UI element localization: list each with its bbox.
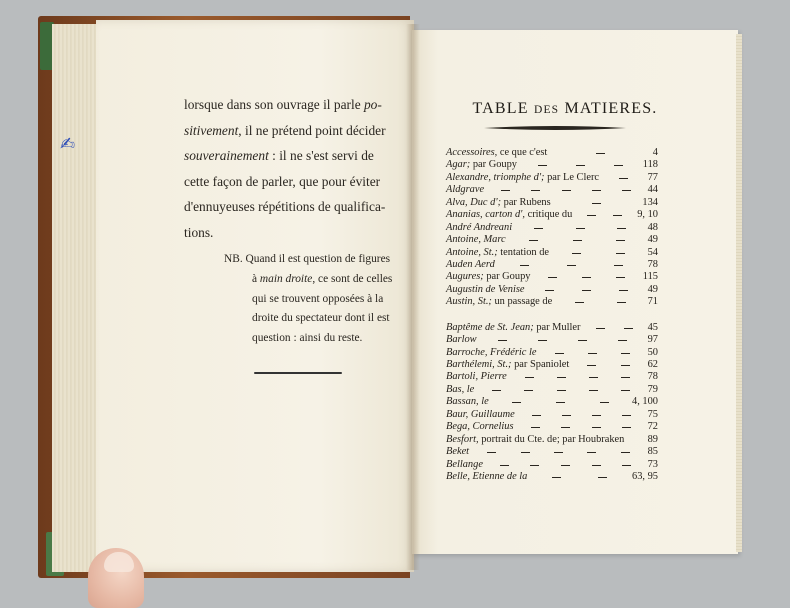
toc-leader-dash: [521, 452, 530, 453]
toc-entry: [446, 247, 658, 259]
toc-leader-dash: [548, 277, 557, 278]
toc-leader-dash: [621, 377, 630, 378]
toc-leader-dash: [487, 452, 496, 453]
toc-leader-dash: [556, 402, 565, 403]
toc-entry-label: [446, 434, 624, 446]
toc-entry: [446, 322, 658, 334]
toc-entry: [446, 209, 658, 221]
paragraph-line: cette façon de parler, que pour éviter: [184, 173, 381, 189]
toc-leader-dash: [534, 228, 543, 229]
paragraph-line: souverainement : il ne s'est servi de: [184, 148, 374, 164]
toc-entry-label: [446, 234, 506, 246]
toc-entry-page: 78: [647, 258, 658, 270]
note-line: qui se trouvent opposées à la: [252, 292, 384, 305]
toc-leader-dash: [616, 240, 625, 241]
toc-title-main: TABLE: [472, 100, 529, 117]
toc-entry-label: [446, 471, 527, 483]
toc-entry-label: [446, 459, 483, 471]
toc-entry-name: Besfort,: [446, 433, 479, 445]
toc-entry-detail: portrait du Cte. de; par Houbraken: [478, 433, 625, 445]
toc-entry-label: [446, 359, 569, 371]
toc-leader-dash: [557, 377, 566, 378]
toc-entry-name: Bas, le: [446, 383, 475, 395]
toc-entry-page: 4: [652, 147, 658, 158]
toc-leader-dash: [588, 353, 597, 354]
toc-entry: [446, 222, 658, 234]
toc-leader-dash: [616, 253, 625, 254]
toc-entry-label: [446, 159, 517, 171]
toc-entry-page: 115: [642, 271, 658, 283]
toc-entry-name: Belle, Etienne de la: [446, 470, 528, 482]
toc-leader-dash: [578, 340, 587, 341]
toc-leader-dash: [545, 290, 554, 291]
toc-entry: [446, 446, 658, 458]
toc-entry-name: Barroche, Frédéric le: [446, 346, 537, 358]
toc-entry-page: 44: [647, 184, 658, 196]
toc-entry-label: [446, 396, 489, 408]
toc-entry-name: Antoine, St.;: [446, 246, 498, 258]
thumbnail: [104, 552, 134, 572]
toc-entry-name: Ananias, carton d',: [446, 209, 525, 221]
toc-leader-dash: [529, 240, 538, 241]
toc-entry-label: [446, 347, 537, 359]
toc-leader-dash: [492, 390, 501, 391]
toc-entry-page: 85: [647, 446, 658, 458]
toc-entry-page: 134: [642, 196, 658, 208]
toc-leader-dash: [622, 415, 631, 416]
toc-leader-dash: [576, 228, 585, 229]
toc-entry-name: Antoine, Marc: [446, 234, 506, 246]
toc-title-end: MATIERES.: [564, 100, 658, 117]
toc-leader-dash: [622, 190, 631, 191]
toc-entry-detail: par Spaniolet: [511, 359, 570, 370]
toc-leader-dash: [552, 477, 561, 478]
toc-leader-dash: [592, 203, 601, 204]
toc-entry-name: Baur, Guillaume: [446, 408, 515, 420]
toc-leader-dash: [538, 340, 547, 341]
toc-entry-page: 89: [647, 433, 658, 445]
toc-entry: [446, 296, 658, 308]
toc-leader-dash: [616, 277, 625, 278]
left-page-note: [224, 250, 410, 349]
right-page-edge: [736, 34, 742, 552]
toc-entry-label: [446, 334, 477, 346]
toc-entry-name: André Andreani: [446, 221, 513, 233]
toc-entry-label: [446, 271, 530, 283]
toc-entry-page: 71: [647, 296, 658, 308]
toc-entry-label: [446, 147, 547, 159]
toc-leader-dash: [600, 402, 609, 403]
toc-ornament-rule: [484, 125, 626, 131]
toc-entry-detail: un passage de: [491, 296, 553, 308]
toc-entry-page: 48: [647, 221, 658, 233]
toc-entry-name: Bega, Cornelius: [446, 421, 514, 433]
toc-leader-dash: [582, 277, 591, 278]
toc-entry-detail: par Goupy: [470, 159, 517, 171]
toc-entry-name: Alva, Duc d';: [446, 196, 502, 208]
toc-leader-dash: [572, 253, 581, 254]
toc-entry-page: 54: [647, 246, 658, 258]
toc-leader-dash: [624, 328, 633, 329]
toc-leader-dash: [555, 353, 564, 354]
toc-entry: [446, 459, 658, 471]
toc-entry-page: 62: [647, 359, 658, 370]
toc-leader-dash: [530, 465, 539, 466]
toc-leader-dash: [501, 190, 510, 191]
toc-entry: [446, 172, 658, 184]
toc-entry-page: 77: [647, 171, 658, 183]
toc-entry-page: 97: [647, 334, 658, 346]
toc-leader-dash: [621, 452, 630, 453]
toc-entry: [446, 159, 658, 171]
toc-entry-name: Bassan, le: [446, 396, 489, 408]
toc-entry-name: Barthélemi, St.;: [446, 359, 512, 370]
left-page-rule: [254, 372, 342, 374]
toc-entry-name: Accessoires,: [446, 147, 498, 158]
toc-entry-label: [446, 384, 474, 396]
toc-leader-dash: [592, 465, 601, 466]
toc-entry-label: [446, 409, 515, 421]
toc-entry: [446, 396, 658, 408]
toc-leader-dash: [524, 390, 533, 391]
toc-leader-dash: [589, 390, 598, 391]
page-stack-edge: [52, 24, 100, 572]
toc-entry-label: [446, 322, 580, 334]
note-line: NB. Quand il est question de figures: [224, 253, 391, 265]
toc-entry: [446, 259, 658, 271]
toc-entry-page: 49: [647, 234, 658, 246]
toc-leader-dash: [520, 265, 529, 266]
toc-title-small: DES: [533, 104, 560, 116]
toc-entry-name: Beket: [446, 446, 470, 458]
toc-leader-dash: [592, 415, 601, 416]
paragraph-line: lorsque dans son ouvrage il parle po-: [184, 97, 382, 112]
toc-entry: [446, 371, 658, 383]
toc-entry-detail: ce que c'est: [497, 147, 548, 158]
toc-entry-name: Alexandre, triomphe d';: [446, 171, 545, 183]
toc-leader-dash: [617, 302, 626, 303]
toc-leader-dash: [531, 190, 540, 191]
toc-leader-dash: [596, 153, 605, 154]
toc-leader-dash: [589, 377, 598, 378]
toc-leader-dash: [554, 452, 563, 453]
toc-entry-detail: par Goupy: [483, 271, 531, 283]
paragraph-line: d'ennuyeuses répétitions de qualifica-: [184, 199, 386, 215]
toc-leader-dash: [587, 452, 596, 453]
toc-leader-dash: [538, 165, 547, 166]
toc-leader-dash: [621, 390, 630, 391]
toc-leader-dash: [557, 390, 566, 391]
toc-entry-page: 45: [647, 321, 658, 333]
toc-leader-dash: [621, 353, 630, 354]
toc-entry: [446, 421, 658, 433]
toc-entry-label: [446, 446, 469, 458]
toc-leader-dash: [582, 290, 591, 291]
toc-leader-dash: [619, 290, 628, 291]
toc-entry: [446, 234, 658, 246]
toc-leader-dash: [614, 265, 623, 266]
toc-entry: [446, 384, 658, 396]
left-page-paragraph: [184, 92, 404, 246]
toc-leader-dash: [531, 427, 540, 428]
toc-entry-name: Augustin de Venise: [446, 283, 525, 295]
toc-entry-page: 73: [647, 458, 658, 470]
toc-entry-detail: critique du: [525, 209, 573, 221]
toc-entry-detail: par Rubens: [501, 196, 551, 208]
toc-leader-dash: [614, 165, 623, 166]
toc-entry: [446, 147, 658, 159]
toc-entry-name: Austin, St.;: [446, 296, 492, 308]
toc-entry-label: [446, 247, 549, 259]
toc-entry-name: Augures;: [446, 271, 484, 283]
toc-title: [420, 100, 710, 118]
toc-leader-dash: [512, 402, 521, 403]
toc-leader-dash: [618, 340, 627, 341]
toc-leader-dash: [562, 415, 571, 416]
toc-entry: [446, 284, 658, 296]
toc-entry: [446, 334, 658, 346]
toc-leader-dash: [575, 302, 584, 303]
toc-entry: [446, 197, 658, 209]
toc-entry-name: Bellange: [446, 458, 483, 470]
toc-entry-page: 118: [642, 159, 658, 171]
toc-leader-dash: [592, 190, 601, 191]
toc-leader-dash: [587, 365, 596, 366]
toc-leader-dash: [561, 427, 570, 428]
toc-entry: [446, 184, 658, 196]
toc-leader-dash: [596, 328, 605, 329]
toc-entry-name: Baptême de St. Jean;: [446, 321, 534, 333]
toc-entry-label: [446, 209, 572, 221]
toc-entry-name: Bartoli, Pierre: [446, 371, 507, 383]
toc-entry-page: 63, 95: [632, 470, 658, 482]
toc-entry-name: Agar;: [446, 159, 471, 171]
toc-leader-dash: [613, 215, 622, 216]
toc-leader-dash: [622, 427, 631, 428]
toc-leader-dash: [617, 228, 626, 229]
toc-entry-page: 9, 10: [637, 209, 658, 221]
toc-entry-label: [446, 284, 525, 296]
toc-leader-dash: [532, 415, 541, 416]
note-line: à main droite, ce sont de celles: [252, 272, 393, 285]
toc-entry: [446, 434, 658, 446]
toc-leader-dash: [561, 465, 570, 466]
toc-leader-dash: [598, 477, 607, 478]
toc-leader-dash: [498, 340, 507, 341]
toc-leader-dash: [525, 377, 534, 378]
toc-entry-page: 79: [647, 383, 658, 395]
toc-entry-page: 78: [647, 371, 658, 383]
toc-entry-page: 72: [647, 421, 658, 433]
toc-entry-page: 49: [647, 283, 658, 295]
toc-entry-name: Barlow: [446, 334, 477, 346]
toc-entry-page: 50: [647, 346, 658, 358]
toc-entry-label: [446, 222, 512, 234]
toc-entry: [446, 409, 658, 421]
toc-entry: [446, 271, 658, 283]
toc-entry-label: [446, 421, 514, 433]
note-line: question : ainsi du reste.: [252, 332, 363, 345]
toc-entry-label: [446, 172, 599, 184]
toc-entry-label: [446, 197, 551, 209]
paragraph-line: sitivement, il ne prétend point décider: [184, 122, 386, 138]
toc-list: [446, 147, 658, 483]
toc-entry-label: [446, 259, 495, 271]
toc-entry-detail: par Le Clerc: [544, 171, 600, 183]
toc-entry-page: 75: [647, 408, 658, 420]
toc-entry-label: [446, 296, 552, 308]
toc-entry-label: [446, 184, 484, 196]
toc-entry: [446, 471, 658, 483]
toc-entry-page: 4, 100: [632, 396, 658, 408]
toc-entry-name: Auden Aerd: [446, 258, 495, 270]
toc-entry: [446, 359, 658, 371]
toc-entry-detail: par Muller: [533, 321, 581, 333]
toc-leader-dash: [619, 178, 628, 179]
toc-leader-dash: [573, 240, 582, 241]
toc-entry-label: [446, 371, 507, 383]
paragraph-line: tions.: [184, 224, 214, 240]
library-stamp-icon: ✍: [60, 134, 76, 155]
toc-leader-dash: [592, 427, 601, 428]
toc-entry-name: Aldgrave: [446, 184, 485, 196]
toc-entry-detail: tentation de: [497, 246, 550, 258]
toc-leader-dash: [621, 365, 630, 366]
toc-leader-dash: [500, 465, 509, 466]
toc-leader-dash: [622, 465, 631, 466]
note-line: droite du spectateur dont il est: [252, 312, 390, 325]
toc-leader-dash: [576, 165, 585, 166]
toc-entry: [446, 347, 658, 359]
toc-leader-dash: [587, 215, 596, 216]
toc-leader-dash: [562, 190, 571, 191]
toc-leader-dash: [567, 265, 576, 266]
